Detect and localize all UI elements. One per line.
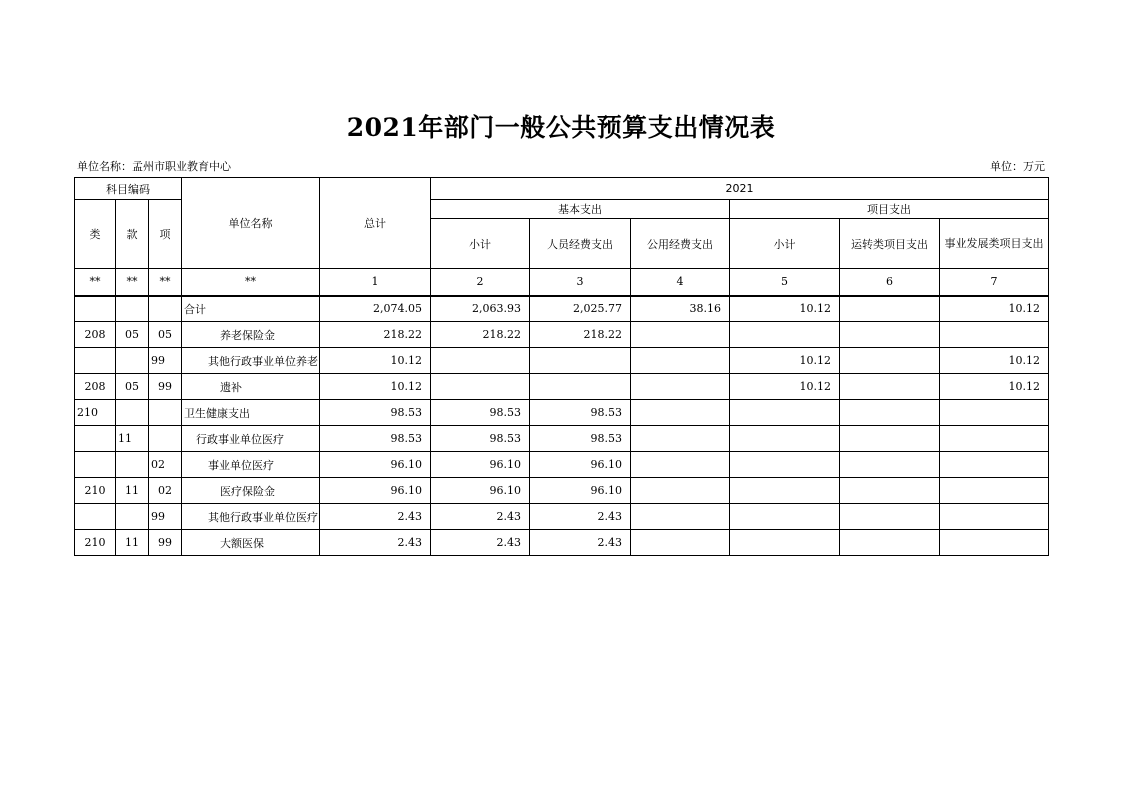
page-title: 2021年部门一般公共预算支出情况表 [346, 113, 776, 142]
cell-xiang [149, 426, 182, 452]
header-total: 总计 [320, 178, 431, 269]
cell-operation [840, 374, 940, 400]
cell-kuan: 05 [116, 374, 149, 400]
cell-operation [840, 348, 940, 374]
cell-project-subtotal: 10.12 [730, 296, 840, 322]
cell-project-subtotal [730, 322, 840, 348]
cell-personnel: 98.53 [530, 400, 631, 426]
cell-xiang: 99 [149, 348, 182, 374]
header-operation: 运转类项目支出 [840, 219, 940, 269]
cell-unit-name: 遗补 [182, 374, 320, 400]
cell-lei: 210 [75, 400, 116, 426]
cell-project-subtotal: 10.12 [730, 374, 840, 400]
index-cell: 1 [320, 269, 431, 296]
cell-basic-subtotal [431, 374, 530, 400]
index-cell: ** [116, 269, 149, 296]
cell-total: 96.10 [320, 452, 431, 478]
cell-lei [75, 504, 116, 530]
cell-development [940, 400, 1049, 426]
index-cell: ** [149, 269, 182, 296]
cell-project-subtotal [730, 452, 840, 478]
cell-public [631, 322, 730, 348]
table-row [75, 426, 1049, 452]
cell-basic-subtotal: 96.10 [431, 478, 530, 504]
cell-personnel [530, 348, 631, 374]
cell-kuan: 05 [116, 322, 149, 348]
cell-development: 10.12 [940, 374, 1049, 400]
cell-lei [75, 452, 116, 478]
cell-basic-subtotal: 2,063.93 [431, 296, 530, 322]
cell-unit-name: 养老保险金 [182, 322, 320, 348]
header-project-subtotal: 小计 [730, 219, 840, 269]
cell-project-subtotal [730, 400, 840, 426]
cell-lei: 208 [75, 322, 116, 348]
cell-public [631, 530, 730, 556]
cell-personnel: 98.53 [530, 426, 631, 452]
cell-unit-name: 其他行政事业单位医疗 [182, 504, 320, 530]
cell-total: 10.12 [320, 348, 431, 374]
cell-personnel: 218.22 [530, 322, 631, 348]
cell-xiang: 99 [149, 530, 182, 556]
cell-basic-subtotal: 98.53 [431, 426, 530, 452]
cell-unit-name: 其他行政事业单位养老 [182, 348, 320, 374]
index-cell: 3 [530, 269, 631, 296]
cell-public [631, 374, 730, 400]
header-subject-code: 科目编码 [75, 178, 182, 200]
header-unit-name: 单位名称 [182, 178, 320, 269]
cell-kuan [116, 452, 149, 478]
header-personnel: 人员经费支出 [530, 219, 631, 269]
cell-kuan: 11 [116, 530, 149, 556]
cell-basic-subtotal: 2.43 [431, 530, 530, 556]
cell-development: 10.12 [940, 348, 1049, 374]
index-cell: 2 [431, 269, 530, 296]
unit-name-label: 单位名称：孟州市职业教育中心 [77, 160, 231, 173]
table-row [75, 374, 1049, 400]
cell-unit-name: 卫生健康支出 [182, 400, 320, 426]
cell-kuan [116, 348, 149, 374]
cell-personnel: 2.43 [530, 504, 631, 530]
cell-total: 96.10 [320, 478, 431, 504]
cell-xiang [149, 400, 182, 426]
cell-public [631, 504, 730, 530]
cell-total: 218.22 [320, 322, 431, 348]
cell-development [940, 504, 1049, 530]
table-header [75, 178, 1049, 296]
header-project-expenditure: 项目支出 [730, 200, 1049, 219]
header-development: 事业发展类项目支出 [940, 219, 1049, 269]
cell-project-subtotal [730, 426, 840, 452]
cell-kuan [116, 296, 149, 322]
cell-lei: 208 [75, 374, 116, 400]
cell-total: 10.12 [320, 374, 431, 400]
header-year: 2021 [431, 178, 1049, 200]
cell-personnel: 96.10 [530, 478, 631, 504]
cell-project-subtotal [730, 478, 840, 504]
table-row [75, 452, 1049, 478]
index-cell: 5 [730, 269, 840, 296]
cell-unit-name: 合计 [182, 296, 320, 322]
cell-operation [840, 400, 940, 426]
cell-basic-subtotal [431, 348, 530, 374]
header-basic-subtotal: 小计 [431, 219, 530, 269]
cell-total: 98.53 [320, 426, 431, 452]
cell-project-subtotal [730, 530, 840, 556]
cell-personnel [530, 374, 631, 400]
cell-development: 10.12 [940, 296, 1049, 322]
cell-xiang: 99 [149, 374, 182, 400]
cell-project-subtotal: 10.12 [730, 348, 840, 374]
budget-table [74, 177, 1049, 556]
cell-basic-subtotal: 98.53 [431, 400, 530, 426]
cell-personnel: 2.43 [530, 530, 631, 556]
cell-personnel: 2,025.77 [530, 296, 631, 322]
index-cell: ** [75, 269, 116, 296]
cell-operation [840, 530, 940, 556]
header-public: 公用经费支出 [631, 219, 730, 269]
cell-total: 98.53 [320, 400, 431, 426]
cell-personnel: 96.10 [530, 452, 631, 478]
table-body [75, 296, 1049, 556]
index-cell: 4 [631, 269, 730, 296]
table-row [75, 348, 1049, 374]
cell-lei [75, 426, 116, 452]
cell-lei: 210 [75, 530, 116, 556]
table-row [75, 400, 1049, 426]
cell-total: 2,074.05 [320, 296, 431, 322]
cell-public [631, 426, 730, 452]
table-row [75, 322, 1049, 348]
cell-kuan: 11 [116, 478, 149, 504]
cell-operation [840, 322, 940, 348]
cell-unit-name: 大额医保 [182, 530, 320, 556]
cell-public [631, 400, 730, 426]
index-cell: ** [182, 269, 320, 296]
cell-lei [75, 348, 116, 374]
cell-total: 2.43 [320, 504, 431, 530]
cell-kuan [116, 504, 149, 530]
cell-public [631, 478, 730, 504]
cell-xiang: 02 [149, 478, 182, 504]
cell-xiang [149, 296, 182, 322]
cell-kuan: 11 [116, 426, 149, 452]
cell-kuan [116, 400, 149, 426]
cell-total: 2.43 [320, 530, 431, 556]
cell-operation [840, 426, 940, 452]
cell-xiang: 02 [149, 452, 182, 478]
cell-project-subtotal [730, 504, 840, 530]
cell-operation [840, 452, 940, 478]
currency-unit-label: 单位：万元 [990, 160, 1045, 173]
table-row [75, 296, 1049, 322]
header-xiang: 项 [149, 200, 182, 269]
header-basic-expenditure: 基本支出 [431, 200, 730, 219]
cell-public [631, 348, 730, 374]
table-row [75, 504, 1049, 530]
table-row [75, 530, 1049, 556]
header-kuan: 款 [116, 200, 149, 269]
index-cell: 6 [840, 269, 940, 296]
cell-lei: 210 [75, 478, 116, 504]
cell-lei [75, 296, 116, 322]
cell-development [940, 452, 1049, 478]
cell-operation [840, 296, 940, 322]
cell-basic-subtotal: 96.10 [431, 452, 530, 478]
cell-basic-subtotal: 2.43 [431, 504, 530, 530]
cell-operation [840, 504, 940, 530]
table-row [75, 478, 1049, 504]
index-cell: 7 [940, 269, 1049, 296]
cell-unit-name: 行政事业单位医疗 [182, 426, 320, 452]
cell-development [940, 322, 1049, 348]
cell-unit-name: 医疗保险金 [182, 478, 320, 504]
cell-basic-subtotal: 218.22 [431, 322, 530, 348]
cell-operation [840, 478, 940, 504]
cell-development [940, 530, 1049, 556]
cell-xiang: 05 [149, 322, 182, 348]
header-lei: 类 [75, 200, 116, 269]
cell-unit-name: 事业单位医疗 [182, 452, 320, 478]
cell-xiang: 99 [149, 504, 182, 530]
cell-development [940, 478, 1049, 504]
cell-public: 38.16 [631, 296, 730, 322]
cell-development [940, 426, 1049, 452]
cell-public [631, 452, 730, 478]
